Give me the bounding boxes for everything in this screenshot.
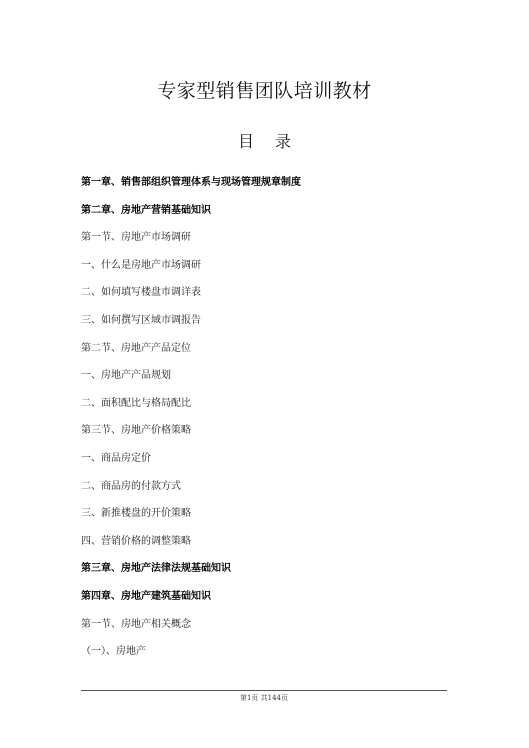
toc-entry: （一）、房地产 xyxy=(81,646,146,658)
toc-entry: 一、什么是房地产市场调研 xyxy=(81,259,201,271)
toc-entry: 三、新推楼盘的开价策略 xyxy=(81,508,191,520)
table-of-contents xyxy=(81,176,301,673)
toc-chapter-entry: 第三章、房地产法律法规基础知识 xyxy=(81,563,231,575)
toc-entry: 第二节、房地产产品定位 xyxy=(81,342,191,354)
toc-entry: 一、商品房定价 xyxy=(81,452,151,464)
toc-entry: 第一节、房地产市场调研 xyxy=(81,232,191,244)
toc-entry: 一、房地产产品规划 xyxy=(81,370,171,382)
toc-entry: 二、面积配比与格局配比 xyxy=(81,397,191,409)
document-title: 专家型销售团队培训教材 xyxy=(157,80,372,102)
toc-chapter-entry: 第四章、房地产建筑基础知识 xyxy=(81,590,211,602)
toc-entry: 二、商品房的付款方式 xyxy=(81,480,181,492)
toc-heading: 目 录 xyxy=(237,132,300,151)
toc-entry: 第一节、房地产相关概念 xyxy=(81,618,191,630)
toc-chapter-entry: 第一章、销售部组织管理体系与现场管理规章制度 xyxy=(81,177,301,188)
toc-entry: 四、营销价格的调整策略 xyxy=(81,535,191,547)
page-number-footer: 第1页 共144页 xyxy=(239,694,289,702)
toc-entry: 二、如何填写楼盘市调详表 xyxy=(81,287,201,299)
toc-chapter-entry: 第二章、房地产营销基础知识 xyxy=(81,204,211,216)
toc-entry: 第三节、房地产价格策略 xyxy=(81,425,191,437)
toc-entry: 三、如何撰写区域市调报告 xyxy=(81,314,201,326)
footer-divider xyxy=(81,690,447,691)
